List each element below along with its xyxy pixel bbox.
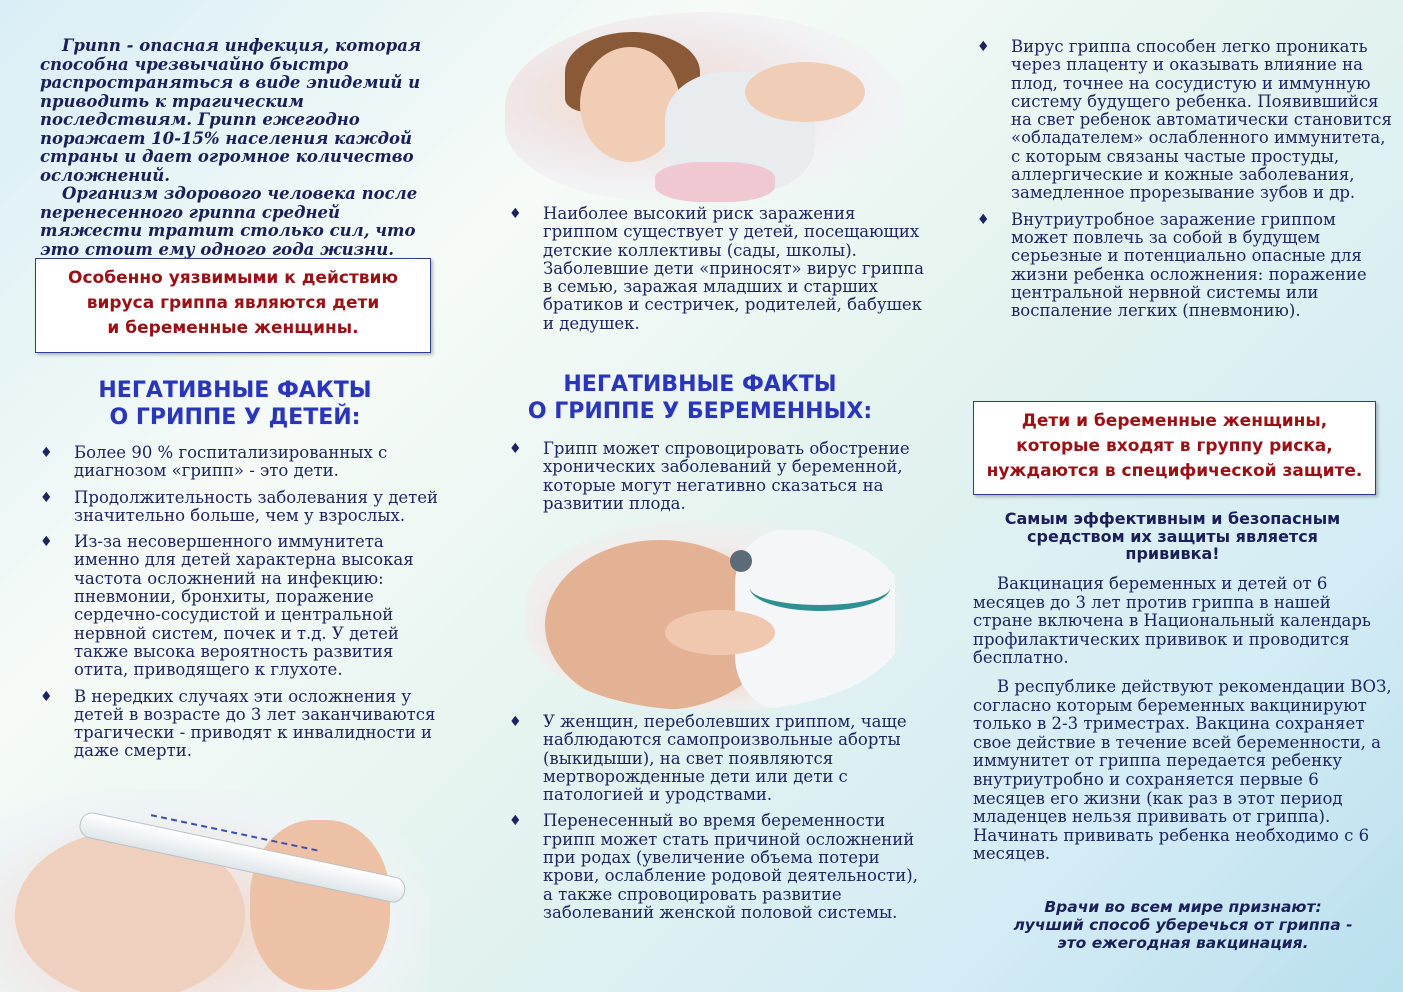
closing-line-2: лучший способ уберечься от гриппа - <box>1013 916 1353 934</box>
list-item <box>507 713 927 804</box>
vulnerable-line-1: Особенно уязвимыми к действию <box>68 268 398 288</box>
list-item-text: Из-за несовершенного иммунитета именно для детей характерна высокая частота осложнений на инфекцию: пневмонии, бронхиты, поражение сердечно-сосудистой и центральной нервной систем, почек и т.д. У детей также высока вероятность развития отита, приводящего к глухоте. <box>74 532 414 680</box>
diamond-bullet-icon: ♦ <box>509 714 522 730</box>
closing-line-1: Врачи во всем мире признают: <box>1044 898 1322 916</box>
stethoscope-tube <box>750 565 890 611</box>
fetal-facts-list <box>975 38 1395 328</box>
closing-statement <box>973 898 1393 952</box>
intro-paragraph-2: Организм здорового человека после перенесенного гриппа средней тяжести тратит столько сил, что это стоит ему одного года жизни. <box>40 184 418 259</box>
pregnant-heading-line-2: О ГРИППЕ У БЕРЕМЕННЫХ: <box>527 399 873 424</box>
list-item-text: Внутриутробное заражение гриппом может повлечь за собой в будущем серьезные и потенциально опасные для жизни ребенка осложнения: поражение центральной нервной системы или воспаление легких (пневмонию). <box>1011 209 1367 321</box>
vaccination-paragraph: Вакцинация беременных и детей от 6 месяцев до 3 лет против гриппа в нашей стране включена в Национальный календарь профилактических прививок и проводится бесплатно. <box>973 574 1371 668</box>
pregnant-exam-photo <box>525 520 905 710</box>
diamond-bullet-icon: ♦ <box>509 813 522 830</box>
pregnant-heading <box>495 371 905 425</box>
list-item <box>507 812 927 922</box>
vulnerable-line-2: вируса гриппа являются дети <box>86 293 380 313</box>
pregnant-heading-line-1: НЕГАТИВНЫЕ ФАКТЫ <box>563 372 837 397</box>
list-item <box>38 489 438 526</box>
list-item-text: Вирус гриппа способен легко проникать через плаценту и оказывать влияние на плод, точнее на сосудистую и иммунную систему будущего ребенка. Появившийся на свет ребенок автоматически становится «обладателем» ослабленного иммунитета, с которым связаны частые простуды, аллергические и кожные заболевания, замедленное прорезывание зубов и др. <box>1011 37 1392 203</box>
pregnant-facts-list-bottom <box>507 713 927 930</box>
pregnant-facts-list-top <box>507 440 927 521</box>
intro-paragraph-1: Грипп - опасная инфекция, которая способна чрезвычайно быстро распространяться в виде эпидемий и приводить к трагическим последствиям. Грипп ежегодно поражает 10-15% населения каждой страны и дает огромное количество осложнений. <box>40 36 422 185</box>
hand-shape <box>665 610 775 655</box>
diamond-bullet-icon: ♦ <box>40 445 53 461</box>
diamond-bullet-icon: ♦ <box>40 534 53 551</box>
list-item-text: Грипп может спровоцировать обострение хронических заболеваний у беременной, которые могут негативно сказаться на развитии плода. <box>543 439 910 513</box>
vulnerable-box <box>35 258 431 353</box>
list-item <box>975 211 1395 321</box>
who-paragraph: В республике действуют рекомендации ВОЗ, согласно которым беременных вакцинируют только в 2-3 триместрах. Вакцина сохраняет свое действие в течение всей беременности, а иммунитет от гриппа передается ребенку внутриутробно и сохраняется первые 6 месяцев его жизни (как раз в этот период младенцев нельзя прививать от гриппа). Начинать прививать ребенка необходимо с 6 месяцев. <box>973 677 1392 864</box>
column-middle <box>465 0 935 992</box>
list-item-text: Более 90 % госпитализированных с диагнозом «грипп» - это дети. <box>74 443 388 481</box>
list-item-text: Продолжительность заболевания у детей значительно больше, чем у взрослых. <box>74 487 439 525</box>
column-left <box>0 0 465 992</box>
closing-line-3: это ежегодная вакцинация. <box>1057 934 1309 952</box>
risk-list <box>507 205 927 341</box>
risk-line-1: Дети и беременные женщины, <box>1021 411 1328 431</box>
children-heading <box>40 377 430 431</box>
stethoscope-icon <box>730 550 752 572</box>
diamond-bullet-icon: ♦ <box>509 206 522 222</box>
list-item <box>38 533 438 679</box>
intro-text <box>40 37 445 259</box>
effective-statement: Самым эффективным и безопасным средством их защиты является прививка! <box>1004 509 1341 563</box>
list-item <box>38 688 438 761</box>
list-item <box>975 38 1395 203</box>
risk-line-2: которые входят в группу риска, <box>1016 436 1333 456</box>
list-item <box>507 440 927 513</box>
list-item-text: Перенесенный во время беременности грипп может стать причиной осложнений при родах (увеличение объема потери крови, ослабление родовой деятельности), а также спровоцировать развитие заболеваний женской половой системы. <box>543 811 918 922</box>
risk-line-3: нуждаются в специфической защите. <box>986 461 1363 481</box>
children-facts-list <box>38 444 438 769</box>
risk-group-box <box>973 401 1376 495</box>
sick-girl-photo <box>505 12 905 202</box>
diamond-bullet-icon: ♦ <box>509 441 522 457</box>
list-item <box>507 205 927 333</box>
vulnerable-line-3: и беременные женщины. <box>107 318 359 338</box>
diamond-bullet-icon: ♦ <box>40 489 53 506</box>
children-heading-line-1: НЕГАТИВНЫЕ ФАКТЫ <box>98 378 372 403</box>
diamond-bullet-icon: ♦ <box>977 211 990 228</box>
diamond-bullet-icon: ♦ <box>40 688 53 705</box>
children-heading-line-2: О ГРИППЕ У ДЕТЕЙ: <box>109 405 361 430</box>
list-item-text: У женщин, переболевших гриппом, чаще наблюдаются самопроизвольные аборты (выкидыши), на свет появляются мертворожденные дети или дети с патологией и уродствами. <box>543 712 907 805</box>
column-right <box>935 0 1403 992</box>
list-item-text: В нередких случаях эти осложнения у детей в возрасте до 3 лет заканчиваются трагически - приводят к инвалидности и даже смерти. <box>74 686 436 761</box>
hand-shape <box>745 62 865 122</box>
thermometer-photo <box>0 790 430 992</box>
diamond-bullet-icon: ♦ <box>977 39 990 55</box>
clothing-shape <box>655 162 775 202</box>
list-item <box>38 444 438 481</box>
list-item-text: Наиболее высокий риск заражения гриппом существует у детей, посещающих детские коллективы (сады, школы). Заболевшие дети «приносят» вирус гриппа в семью, заражая младших и старших братиков и сестричек, родителей, бабушек и дедушек. <box>543 204 924 333</box>
